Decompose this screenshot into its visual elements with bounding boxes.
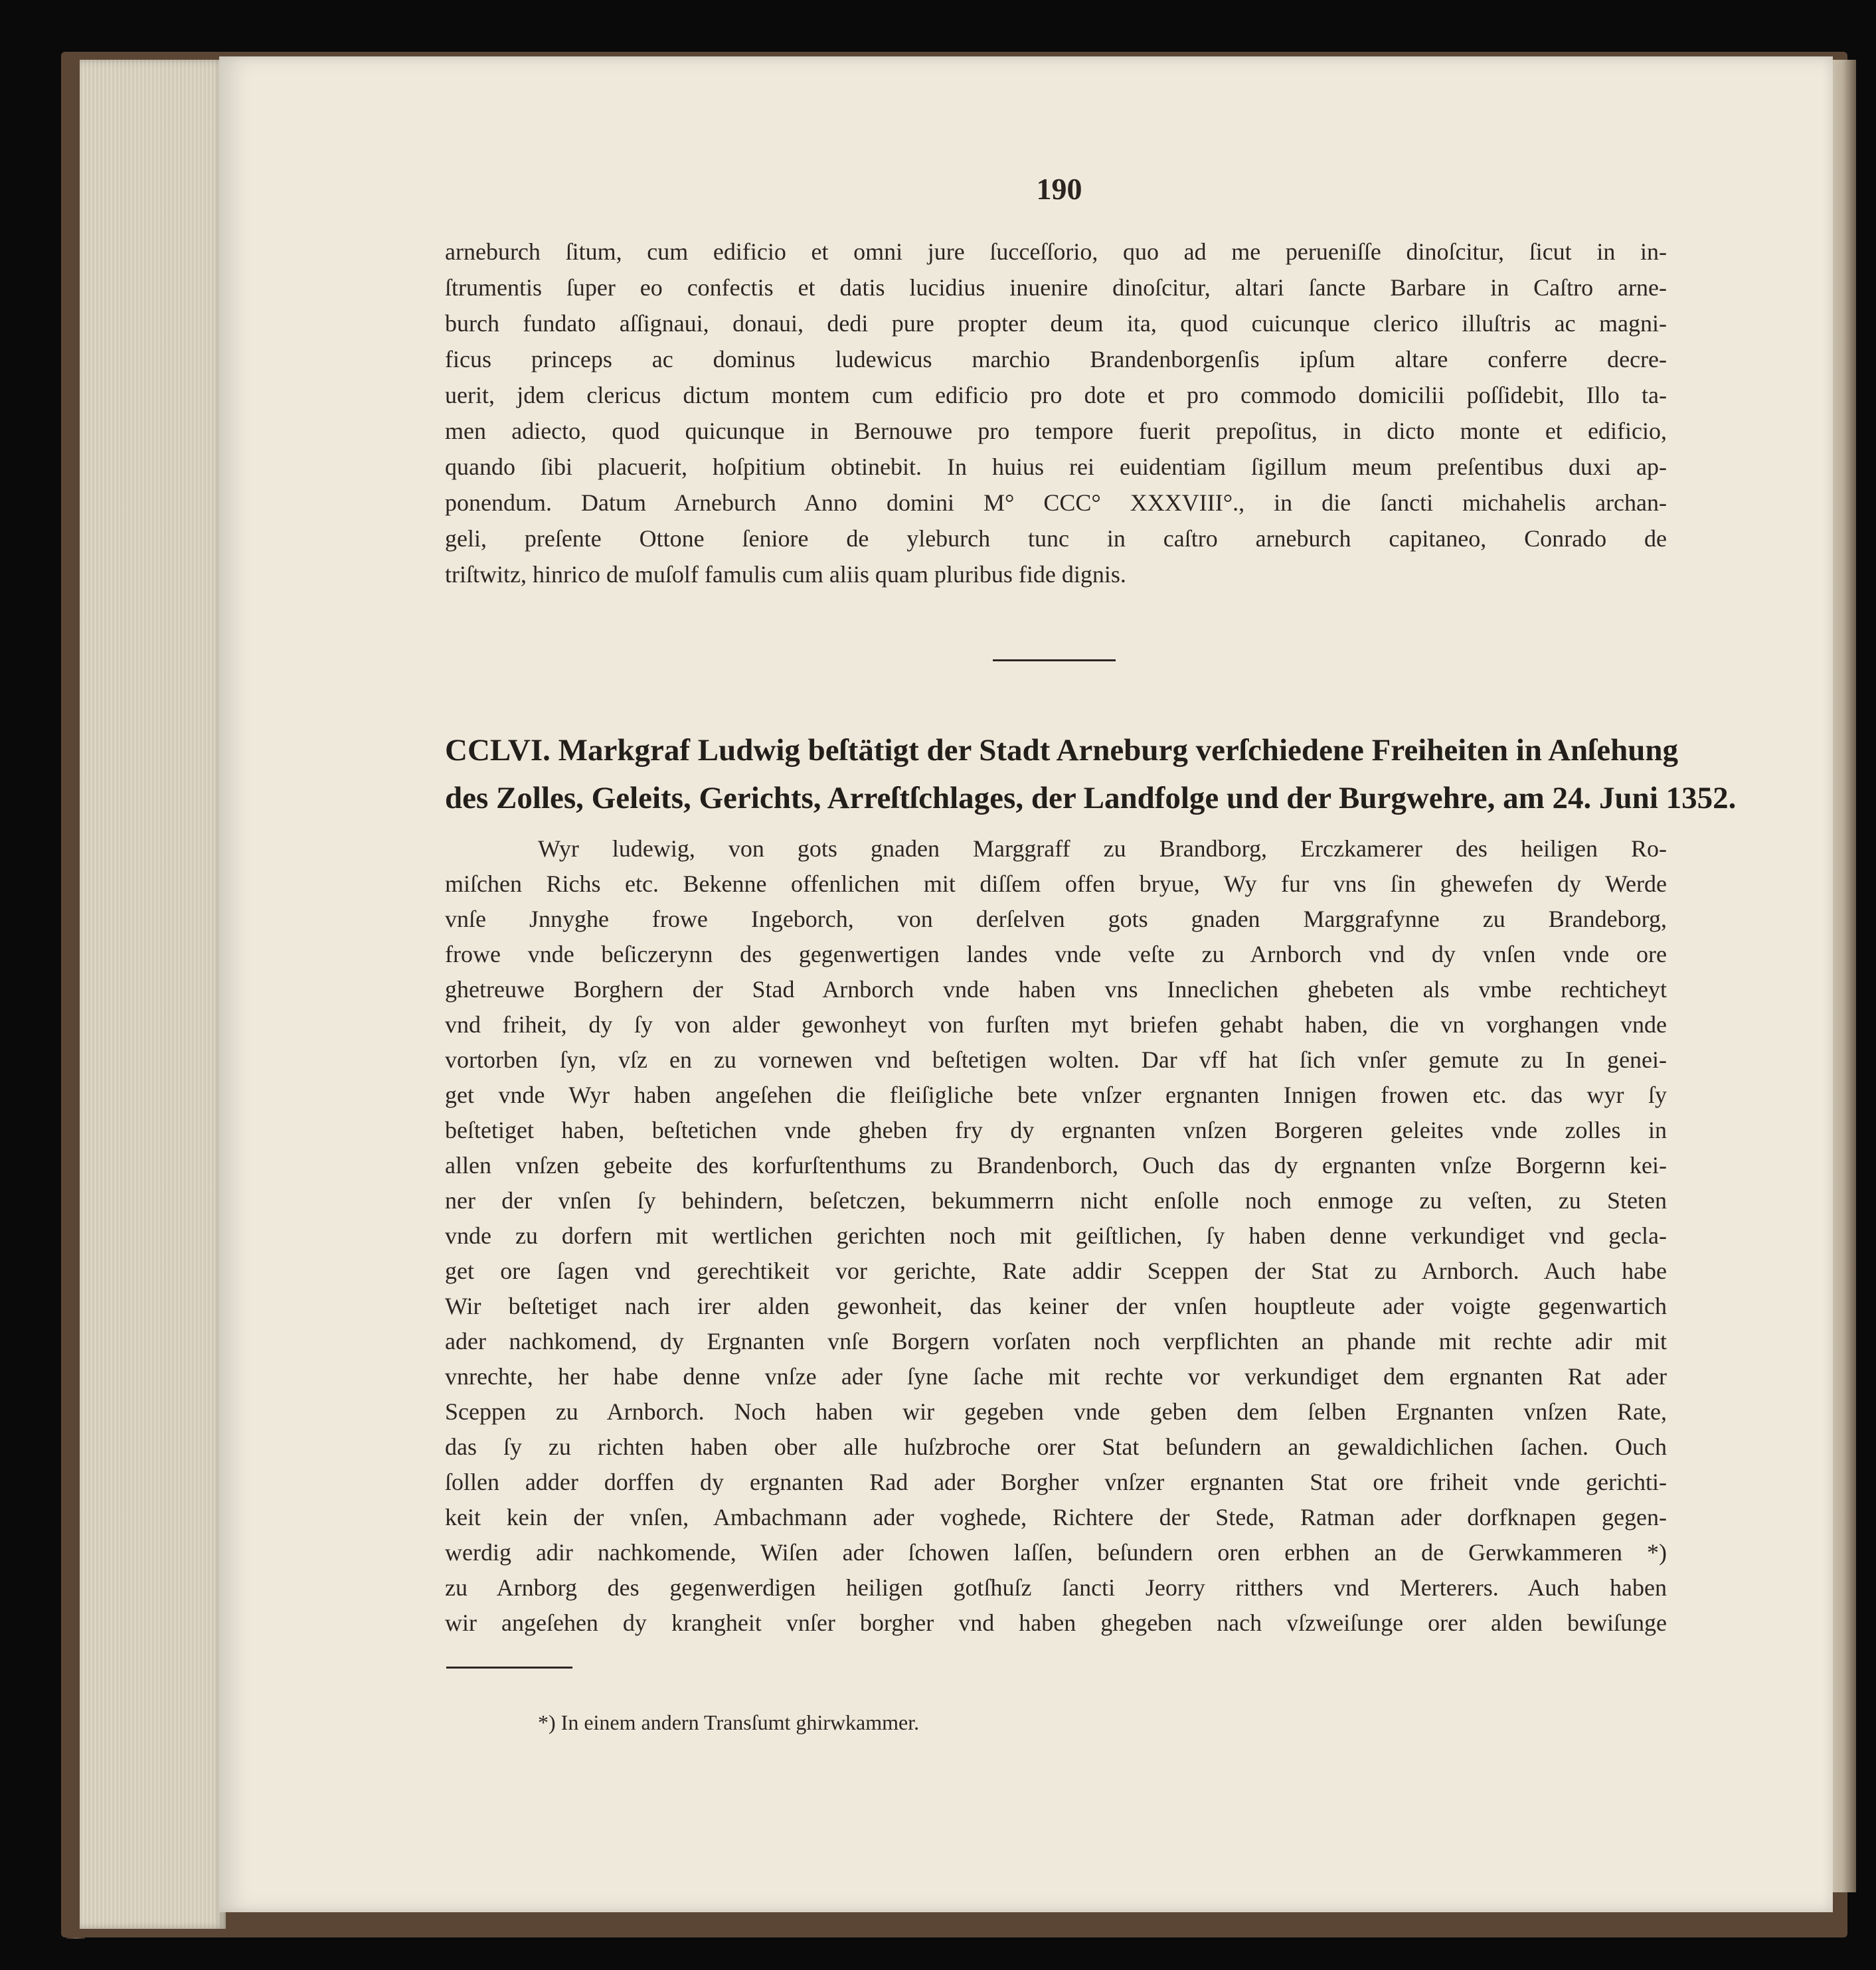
text-line: vortorben ſyn, vſz en zu vornewen vnd beſtetigen wolten. Dar vff hat ſich vnſer gemute zu In genei- <box>445 1046 1667 1073</box>
text-line: ficus princeps ac dominus ludewicus marchio Brandenborgenſis ipſum altare conferre decre- <box>445 346 1667 372</box>
text-line: get ore ſagen vnd gerechtikeit vor gerichte, Rate addir Sceppen der Stat zu Arnborch. Auch habe <box>445 1258 1667 1284</box>
heading-line: des Zolles, Geleits, Gerichts, Arreſtſchlages, der Landfolge und der Burgwehre, am 24. Juni 1352. <box>445 781 1737 815</box>
text-line: werdig adir nachkomende, Wiſen ader ſchowen laſſen, beſundern oren erbhen an de Gerwkammeren *) <box>445 1539 1667 1566</box>
text-line: get vnde Wyr haben angeſehen die fleiſigliche bete vnſzer ergnanten Innigen frowen etc. das wyr ſy <box>445 1082 1667 1108</box>
text-line: burch fundato aſſignaui, donaui, dedi pure propter deum ita, quod cuicunque clerico illuſtris ac magni- <box>445 310 1667 337</box>
text-line: frowe vnde beſiczerynn des gegenwertigen landes vnde veſte zu Arnborch vnd dy vnſen vnde ore <box>445 941 1667 967</box>
text-line: geli, preſente Ottone ſeniore de yleburch tunc in caſtro arneburch capitaneo, Conrado de <box>445 525 1667 552</box>
text-line: zu Arnborg des gegenwerdigen heiligen gotſhuſz ſancti Jeorry ritthers vnd Merterers. Auch haben <box>445 1574 1667 1601</box>
text-line: vnrechte, her habe denne vnſze ader ſyne ſache mit rechte vor verkundiget dem ergnanten Rat ader <box>445 1363 1667 1390</box>
text-line: ner der vnſen ſy behindern, beſetczen, bekummerrn nicht enſolle noch enmoge zu veſten, zu Steten <box>445 1187 1667 1214</box>
text-line: vnſe Jnnyghe frowe Ingeborch, von derſelven gots gnaden Marggrafynne zu Brandeborg, <box>445 906 1667 932</box>
text-line: men adiecto, quod quicunque in Bernouwe pro tempore fuerit prepoſitus, in dicto monte et edificio, <box>445 418 1667 444</box>
footnote: *) In einem andern Transſumt ghirwkammer. <box>538 1710 920 1734</box>
text-line: triſtwitz, hinrico de muſolf famulis cum aliis quam pluribus fide dignis. <box>445 561 1126 588</box>
text-line: das ſy zu richten haben ober alle huſzbroche orer Stat beſundern an gewaldichlichen ſachen. Ouch <box>445 1434 1667 1460</box>
text-line: wir angeſehen dy krangheit vnſer borgher vnd haben ghegeben nach vſzweiſunge orer alden bewiſunge <box>445 1609 1667 1636</box>
text-line: ſollen adder dorffen dy ergnanten Rad ader Borgher vnſzer ergnanten Stat ore friheit vnde gerichti- <box>445 1469 1667 1495</box>
text-line: ſtrumentis ſuper eo confectis et datis lucidius inuenire dinoſcitur, altari ſancte Barbare in Caſtro arne- <box>445 274 1667 301</box>
text-line: arneburch ſitum, cum edificio et omni jure ſucceſſorio, quo ad me perueniſſe dinoſcitur, ſicut in in- <box>445 238 1667 265</box>
text-line: keit kein der vnſen, Ambachmann ader voghede, Richtere der Stede, Ratman ader dorfknapen gegen- <box>445 1504 1667 1530</box>
text-line: ponendum. Datum Arneburch Anno domini M° CCC° XXXVIII°., in die ſancti michahelis archan- <box>445 489 1667 516</box>
text-line: ader nachkomend, dy Ergnanten vnſe Borgern vorſaten noch verpflichten an phande mit rechte adir mit <box>445 1328 1667 1354</box>
text-line: miſchen Richs etc. Bekenne offenlichen mit diſſem offen bryue, Wy fur vns ſin ghewefen dy Werde <box>445 870 1667 897</box>
text-line: Wyr ludewig, von gots gnaden Marggraff zu Brandborg, Erczkamerer des heiligen Ro- <box>538 835 1667 862</box>
text-line: vnde zu dorfern mit wertlichen gerichten noch mit geiſtlichen, ſy haben denne verkundiget vnd gecla- <box>445 1222 1667 1249</box>
text-line: Sceppen zu Arnborch. Noch haben wir gegeben vnde geben dem ſelben Ergnanten vnſzen Rate, <box>445 1398 1667 1425</box>
section-divider <box>993 659 1116 661</box>
text-line: Wir beſtetiget nach irer alden gewonheit, das keiner der vnſen houptleute ader voigte gegenwartich <box>445 1293 1667 1319</box>
text-line: ghetreuwe Borghern der Stad Arnborch vnde haben vns Inneclichen ghebeten als vmbe rechticheyt <box>445 976 1667 1003</box>
text-line: quando ſibi placuerit, hoſpitium obtinebit. In huius rei euidentiam ſigillum meum preſentibus duxi ap- <box>445 453 1667 480</box>
page-stack-edges <box>80 60 226 1929</box>
page-number: 190 <box>1036 172 1082 206</box>
text-line: vnd friheit, dy ſy von alder gewonheyt von furſten myt briefen gehabt haben, die vn vorghangen vnde <box>445 1011 1667 1038</box>
text-line: allen vnſzen gebeite des korfurſtenthums zu Brandenborch, Ouch das dy ergnanten vnſze Borgernn kei- <box>445 1152 1667 1179</box>
heading-line: CCLVI. Markgraf Ludwig beſtätigt der Stadt Arneburg verſchiedene Freiheiten in Anſehung <box>445 733 1678 768</box>
text-line: uerit, jdem clericus dictum montem cum edificio pro dote et pro commodo domicilii poſſidebit, Illo ta- <box>445 382 1667 408</box>
footnote-rule <box>446 1667 572 1669</box>
text-line: beſtetiget haben, beſtetichen vnde gheben fry dy ergnanten vnſzen Borgeren geleites vnde zolles in <box>445 1117 1667 1143</box>
